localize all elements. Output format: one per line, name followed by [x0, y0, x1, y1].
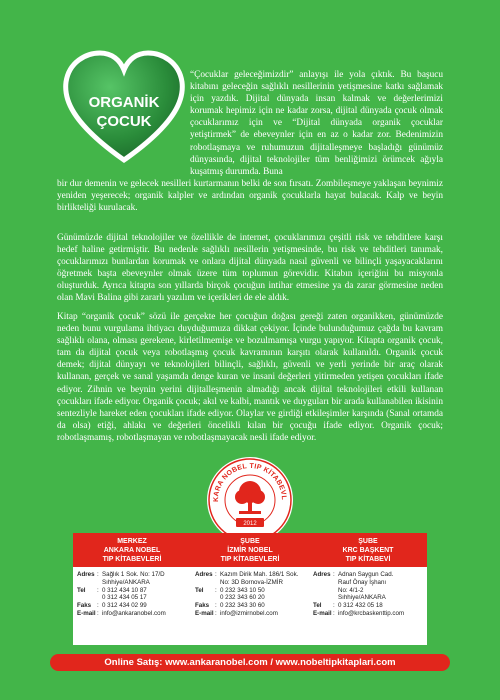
intro-paragraph: “Çocuklar geleceğimizdir” anlayışı ile yola çıktık. Bu başucu kitabını geleceğin sağlıklı nesillerinin yetişmesine katkı sağlamak için yazdık. Dijital dünyada insan kalmak ve değerlerimizi korumak hepimiz için ne kadar zorsa, dijital dünyada çocuk olmak çocuklarımız için ve “Dijital dünyada organik çocuklar yetiştirmek” de ebeveynler için en az o kadar zor. Bedenimizin robotlaşmaya ve ruhumuzun dijitalleşmeye başladığı günümüz dünyasında, dijital teknolojiler tüm benliğimizi örümcek ağıyla kuşatmış durumda. Buna — [190, 70, 443, 177]
branch-type: ŞUBE — [240, 537, 260, 545]
detail-row: Adres : Sağlık 1 Sok. No: 17/D — [77, 571, 188, 579]
detail-label — [313, 594, 333, 602]
detail-value: 0 312 432 05 18 — [338, 602, 383, 610]
detail-value: 0 312 434 10 87 — [102, 586, 147, 594]
branch-details — [309, 567, 427, 618]
online-sales-banner[interactable]: Online Satış: www.ankaranobel.com / www.nobeltipkitaplari.com — [50, 654, 450, 671]
branch-ankara — [73, 533, 191, 645]
email-link[interactable]: info@izmirnobel.com — [220, 609, 278, 617]
detail-value: 0 232 343 60 20 — [220, 594, 265, 602]
detail-row — [313, 587, 424, 595]
logo-line-1: ORGANİK — [88, 94, 160, 111]
detail-row: E-mail : info@ankaranobel.com — [77, 610, 188, 618]
detail-row — [313, 579, 424, 587]
organik-cocuk-logo — [62, 50, 186, 164]
branch-subname: TIP KİTABEVİ — [345, 555, 391, 563]
detail-value: No: 4/1-2 — [338, 586, 364, 594]
branch-name: ANKARA NOBEL — [103, 546, 161, 554]
detail-label: E-mail — [195, 609, 214, 617]
detail-row: Faks : 0 232 343 30 60 — [195, 602, 306, 610]
detail-value: Sıhhiye/ANKARA — [102, 578, 150, 586]
detail-label: Tel — [313, 602, 322, 610]
detail-row: Adres : Kazım Dirik Mah. 186/1 Sok. — [195, 571, 306, 579]
detail-row — [77, 579, 188, 587]
detail-label: Tel — [77, 586, 86, 594]
logo-text — [62, 93, 186, 131]
detail-label — [77, 579, 97, 587]
detail-row — [195, 594, 306, 602]
branch-subname: TIP KİTABEVLERİ — [220, 555, 280, 563]
branch-izmir — [191, 533, 309, 645]
detail-row: Tel : 0 312 432 05 18 — [313, 602, 424, 610]
detail-row: Adres : Adnan Saygun Cad. — [313, 571, 424, 579]
branch-details — [191, 567, 309, 618]
detail-value: Rauf Önay İşhanı — [338, 578, 387, 586]
detail-label: Adres — [313, 571, 331, 578]
branch-header — [191, 533, 309, 567]
detail-label: Faks — [195, 602, 210, 610]
detail-row — [77, 594, 188, 602]
detail-value: 0 232 343 10 50 — [220, 586, 265, 594]
detail-row — [313, 594, 424, 602]
branch-type: ŞUBE — [358, 537, 378, 545]
detail-value: 0 232 343 30 60 — [220, 602, 265, 610]
intro-paragraph-continued: bir dur demenin ve gelecek nesilleri kurtarmanın belki de son fırsatı. Zombileşmeye yaklaşan beynimiz yeniden yeşerecek; organik kalpler ve ardından organik çocuklarla hayat bulacak. Kalp ve beyin birlikteliği kurulacak. — [57, 179, 443, 214]
email-link[interactable]: info@krcbaskenttip.com — [338, 609, 405, 617]
detail-label — [313, 579, 333, 587]
branch-details — [73, 567, 191, 618]
organic-child-paragraph: Kitap “organik çocuk” sözü ile gerçekte her çocuğun doğası gereği zaten organikken, günümüzde neden bunu vurgulama ihtiyacı duyduğumuza dikkat çekiyor. İçinde bulunduğumuz çağda bu kavram sağlıklı olana, olması gerekene, kirletilmemişe ve bozulmamışa vurgu yapıyor. Kitapta organik çocuk, tam da dijital çocuk veya robotlaşmış çocuk kavramının karşıtı olarak kullanıldı. Organik çocuk demek; dijital dünyayı ve teknolojileri bilinçli, sağlıklı, güvenli ve yerli yerinde bir araç olarak kullanan, gerçek ve sanal yaşamda denge kuran ve insani değerleri yitirmeden yetişen çocukları ifade ediyor. Zihnin ve beynin yerini dijitalleşmenin almadığı ancak dijital teknolojileri etkili kullanan çocukları ifade ediyor. Organik çocuk; akıl ve kalbi, mantık ve duyguları bir arada kullanabilen ikisinin sentezliyle hareket eden çocukları ifade ediyor. Olaylar ve girdiği etkileşimler karşında (Sanal ortamda da olsa) etiği, ahlakı ve değerleri öncelikli kılan bir çocuğu ifade ediyor. Organik çocuk; robotlaşmamış, robotlaşmayan ve robotlaşmayacak nesli ifade ediyor. — [57, 312, 443, 443]
detail-value: No: 3D Bornova-İZMİR — [220, 578, 283, 586]
seal-year: 2012 — [243, 521, 257, 527]
detail-row: E-mail : info@krcbaskenttip.com — [313, 610, 424, 618]
detail-row: E-mail : info@izmirnobel.com — [195, 610, 306, 618]
publisher-seal — [206, 456, 294, 544]
branch-type: MERKEZ — [117, 537, 147, 545]
detail-label — [195, 579, 215, 587]
detail-label: Faks — [77, 602, 92, 610]
seal-text: KARA NOBEL TIP KİTABEVL — [212, 462, 288, 503]
detail-row — [195, 579, 306, 587]
detail-value: 0 312 434 05 17 — [102, 594, 147, 602]
detail-value: Sağlık 1 Sok. No: 17/D — [102, 571, 165, 578]
detail-label: Adres — [195, 571, 213, 578]
branch-header — [309, 533, 427, 567]
detail-value: Sıhhiye/ANKARA — [338, 594, 386, 602]
detail-label: Tel — [195, 586, 204, 594]
email-link[interactable]: info@ankaranobel.com — [102, 609, 166, 617]
branch-krc-baskent — [309, 533, 427, 645]
risks-paragraph: Günümüzde dijital teknolojiler ve özellikle de internet, çocuklarımızı çeşitli risk ve tehditlere karşı hedef haline getirmiştir. Bu nedenle sağlıklı nesillerin yetişmesinde, bu risk ve tehditleri tanımak, çocuklarımızı bunlardan korumak ve onlara dijital dünyada nasıl güvenli ve bilinçli yaşayacaklarını öğretmek başta ebeveynler olmak üzere tüm toplumun görevidir. Kitabın içeriğini bu misyonla oluşturduk. Ayrıca kitapta son yıllarda birçok çocuğun intihar etmesine ya da zarar görmesine neden olan Mavi Balina gibi zararlı yazılım ve içerikleri de ele aldık. — [57, 233, 443, 304]
detail-row: Tel : 0 312 434 10 87 — [77, 587, 188, 595]
branch-subname: TIP KİTABEVLERİ — [102, 555, 162, 563]
detail-value: Adnan Saygun Cad. — [338, 571, 394, 578]
detail-label: E-mail — [313, 609, 332, 617]
detail-label — [195, 594, 215, 602]
branches-table — [73, 533, 427, 645]
detail-value: Kazım Dirik Mah. 186/1 Sok. — [220, 571, 299, 578]
detail-row: Faks : 0 312 434 02 99 — [77, 602, 188, 610]
detail-value: 0 312 434 02 99 — [102, 602, 147, 610]
branch-name: KRC BAŞKENT — [342, 546, 394, 554]
branch-header — [73, 533, 191, 567]
detail-row: Tel : 0 232 343 10 50 — [195, 587, 306, 595]
detail-label: Adres — [77, 571, 95, 578]
branch-name: İZMİR NOBEL — [227, 546, 273, 554]
detail-label — [77, 594, 97, 602]
seal-graphic — [206, 456, 294, 544]
detail-label — [313, 587, 333, 595]
detail-label: E-mail — [77, 609, 96, 617]
logo-line-2: ÇOCUK — [96, 113, 152, 130]
